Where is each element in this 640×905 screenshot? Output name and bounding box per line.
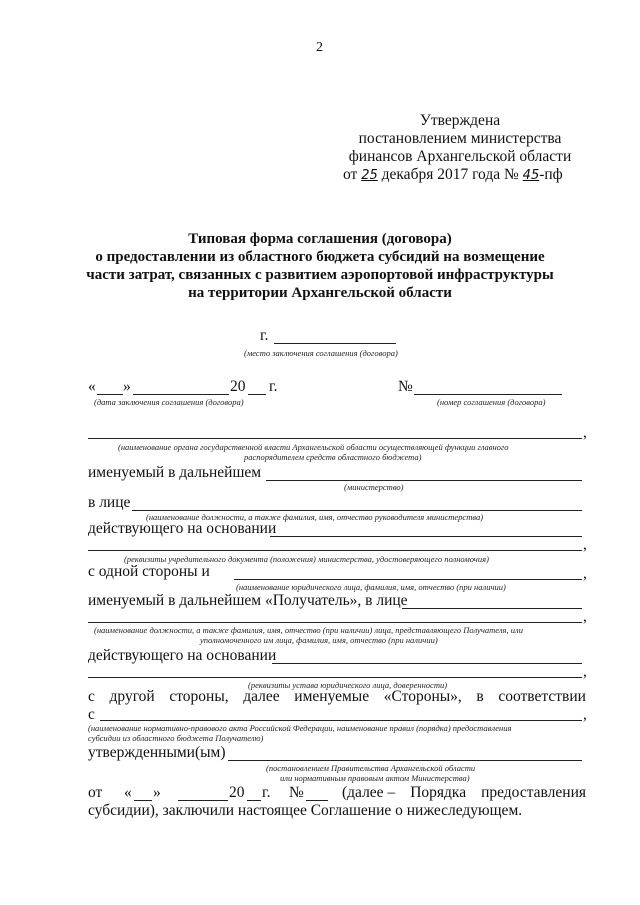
organ-caption-2: распорядителем средств областного бюджета) xyxy=(244,452,422,462)
recipient-person-field-2[interactable] xyxy=(88,622,582,623)
named-recipient-label: именуемый в дальнейшем «Получатель», в лице xyxy=(88,592,408,609)
approval-date-prefix: от xyxy=(343,166,358,183)
number-caption: (номер соглашения (договора) xyxy=(437,397,546,407)
place-field[interactable] xyxy=(274,343,396,344)
approved-by-label: утвержденными(ым) xyxy=(88,744,226,761)
other-side-line xyxy=(88,688,586,706)
legal-entity-caption: (наименование юридического лица, фамилия, имя, отчество (при наличии) xyxy=(236,582,506,592)
with-prefix: с xyxy=(88,706,95,723)
date-year-field[interactable] xyxy=(248,394,266,395)
page-number: 2 xyxy=(316,40,323,55)
minister-position-field[interactable] xyxy=(132,510,582,511)
position-caption: (наименование должности, а также фамилия, имя, отчество руководителя министерства) xyxy=(146,512,484,522)
approval-number-handwritten: 45 xyxy=(522,168,540,183)
approved-by-field[interactable] xyxy=(228,760,582,761)
place-prefix: г. xyxy=(260,327,269,344)
resolution-caption-1: (постановлением Правительства Архангельской области xyxy=(266,763,476,773)
other-side-word: соответствии xyxy=(498,688,586,705)
charter-comma: , xyxy=(583,663,587,680)
approval-line-2: постановлением министерства xyxy=(358,130,562,147)
from-number-sign: № xyxy=(289,784,304,801)
charter-field[interactable] xyxy=(88,677,582,678)
doc-title-line-1: Типовая форма соглашения (договора) xyxy=(188,231,452,247)
doc-title-line-3: части затрат, связанных с развитием аэропортовой инфраструктуры xyxy=(86,267,554,283)
date-open-quote: « xyxy=(88,378,96,395)
from-day-field[interactable] xyxy=(134,800,152,801)
place-caption: (место заключения соглашения (договора) xyxy=(244,348,398,358)
legal-entity-comma: , xyxy=(583,565,587,582)
acting-basis-2-field[interactable] xyxy=(272,663,582,664)
other-side-word: другой xyxy=(109,688,155,705)
date-month-field[interactable] xyxy=(133,394,229,395)
named-hereinafter-label: именуемый в дальнейшем xyxy=(88,464,262,481)
rep-caption-1: (наименование должности, а также фамилия, имя, отчество (при наличии) лица, представляющего Получателя, или xyxy=(94,625,523,635)
date-year-suffix: г. xyxy=(269,378,278,395)
from-tail-word: (далее – xyxy=(342,784,396,801)
from-number-field[interactable] xyxy=(306,800,328,801)
other-side-word: с xyxy=(88,688,95,705)
doc-title-line-2: о предоставлении из областного бюджета субсидий на возмещение xyxy=(95,249,545,265)
date-caption: (дата заключения соглашения (договора) xyxy=(94,397,244,407)
recipient-person-field[interactable] xyxy=(402,608,582,609)
from-tail xyxy=(342,784,586,802)
other-side-word: стороны, xyxy=(169,688,229,705)
legal-entity-field[interactable] xyxy=(234,579,582,580)
in-person-label: в лице xyxy=(88,494,131,511)
other-side-word: далее xyxy=(243,688,280,705)
charter-caption: (реквизиты устава юридического лица, доверенности) xyxy=(248,680,448,690)
approval-date-suffix: -пф xyxy=(539,166,563,183)
agreement-number-field[interactable] xyxy=(414,394,562,395)
other-side-word: именуемые xyxy=(294,688,370,705)
doc-title-line-4: на территории Архангельской области xyxy=(188,285,452,301)
approval-day-handwritten: 25 xyxy=(361,168,378,183)
final-line: субсидии), заключили настоящее Соглашение о нижеследующем. xyxy=(88,802,523,819)
date-day-field[interactable] xyxy=(97,394,123,395)
acting-basis-field[interactable] xyxy=(270,536,582,537)
legal-act-comma: , xyxy=(583,706,587,723)
other-side-word: «Стороны», xyxy=(383,688,462,705)
number-sign: № xyxy=(398,378,413,395)
from-year-prefix: 20 xyxy=(229,784,245,801)
date-close-quote: » xyxy=(123,378,131,395)
resolution-caption-2: или нормативным правовым актом Министерства) xyxy=(280,773,470,783)
approval-line-3: финансов Архангельской области xyxy=(348,148,572,165)
rep-caption-2: уполномоченного им лица, фамилия, имя, отчество (при наличии) xyxy=(200,635,438,645)
approval-date-mid: декабря 2017 года № xyxy=(381,166,519,183)
legal-act-field[interactable] xyxy=(100,720,582,721)
requisites-doc-caption: (реквизиты учредительного документа (положения) министерства, удостоверяющего полномочия) xyxy=(124,554,489,564)
legal-act-caption-2: субсидии из областного бюджета Получателю) xyxy=(88,733,264,743)
acting-basis-2-label: действующего на основании xyxy=(88,647,277,664)
from-month-field[interactable] xyxy=(178,800,228,801)
date-year-prefix: 20 xyxy=(230,378,246,395)
one-side-label: с одной стороны и xyxy=(88,563,210,580)
organ-comma: , xyxy=(583,424,587,441)
recipient-comma: , xyxy=(583,608,587,625)
approval-date-line xyxy=(343,166,563,185)
from-word: от xyxy=(88,784,103,801)
from-open-quote: « xyxy=(124,784,132,801)
requisites-comma: , xyxy=(583,536,587,553)
ministry-alias-field[interactable] xyxy=(266,480,582,481)
approval-line-1: Утверждена xyxy=(419,112,501,129)
from-year-field[interactable] xyxy=(247,800,261,801)
organ-name-field[interactable] xyxy=(88,438,582,439)
requisites-doc-field[interactable] xyxy=(88,550,582,551)
from-close-quote: » xyxy=(153,784,161,801)
legal-act-caption-1: (наименование нормативно-правового акта Российской Федерации, наименование правил (порядка) предоставления xyxy=(88,723,512,733)
organ-caption-1: (наименование органа государственной власти Архангельской области осуществляющей функции главного xyxy=(118,442,509,452)
other-side-word: в xyxy=(476,688,484,705)
acting-basis-label: действующего на основании xyxy=(88,520,277,537)
from-year-suffix: г. xyxy=(262,784,271,801)
ministry-caption: (министерство) xyxy=(344,482,404,492)
from-tail-word: Порядка xyxy=(410,784,467,801)
from-tail-word: предоставления xyxy=(481,784,586,801)
